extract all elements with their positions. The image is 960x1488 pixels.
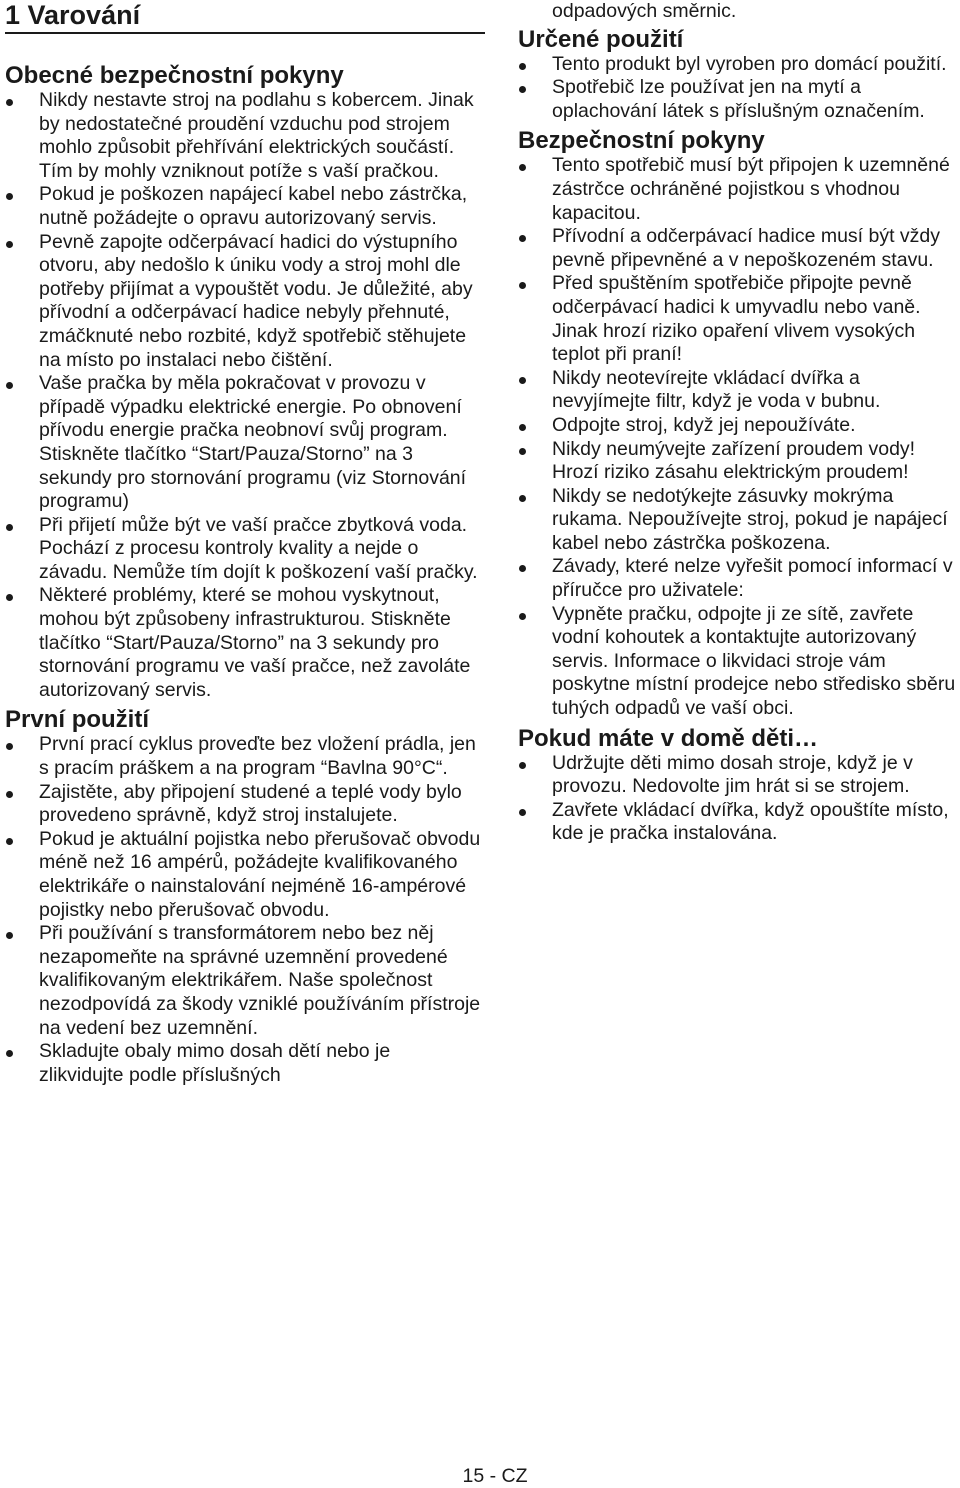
chapter-rule — [5, 32, 485, 34]
list-item: Pokud je aktuální pojistka nebo přerušovač obvodu méně než 16 ampérů, požádejte kvalifikovaného elektrikáře o nainstalování nejméně 16-ampérové pojistky nebo přerušovač obvodu. — [5, 828, 485, 922]
chapter-title: 1 Varování — [5, 0, 141, 30]
continued-text: odpadových směrnic. — [552, 0, 737, 22]
safety-list — [518, 154, 960, 720]
bullet-icon — [6, 594, 13, 601]
bullet-icon — [6, 193, 13, 200]
bullet-icon — [6, 838, 13, 845]
list-item: Při přijetí může být ve vaší pračce zbytková voda. Pochází z procesu kontroly kvality a nejde o závadu. Nemůže tím dojít k poškození vaší pračky. — [5, 514, 485, 585]
list-item: Spotřebič lze používat jen na mytí a oplachování látek s příslušným označením. — [518, 76, 960, 123]
bullet-icon — [519, 424, 526, 431]
left-column — [5, 0, 485, 1087]
first-use-list — [5, 733, 485, 1087]
bullet-icon — [6, 1050, 13, 1057]
bullet-icon — [519, 495, 526, 502]
list-item: Pokud je poškozen napájecí kabel nebo zástrčka, nutně požádejte o opravu autorizovaný servis. — [5, 183, 485, 230]
bullet-icon — [519, 235, 526, 242]
list-item: Odpojte stroj, když jej nepoužíváte. — [518, 414, 960, 438]
bullet-icon — [519, 86, 526, 93]
list-item: Zavřete vkládací dvířka, když opouštíte místo, kde je pračka instalována. — [518, 799, 960, 846]
bullet-icon — [519, 613, 526, 620]
bullet-icon — [6, 99, 13, 106]
bullet-icon — [519, 448, 526, 455]
list-item: Závady, které nelze vyřešit pomocí informací v příručce pro uživatele: — [518, 555, 960, 602]
section-heading-safety: Bezpečnostní pokyny — [518, 127, 765, 155]
bullet-icon — [6, 524, 13, 531]
bullet-icon — [519, 282, 526, 289]
list-item: Nikdy se nedotýkejte zásuvky mokrýma rukama. Nepoužívejte stroj, pokud je napájecí kabel nebo zástrčka poškozena. — [518, 485, 960, 556]
section-heading-intended-use: Určené použití — [518, 25, 684, 53]
list-item: Přívodní a odčerpávací hadice musí být vždy pevně připevněné a v nepoškozeném stavu. — [518, 225, 960, 272]
section-heading-general: Obecné bezpečnostní pokyny — [5, 62, 344, 89]
bullet-icon — [6, 382, 13, 389]
bullet-icon — [519, 762, 526, 769]
list-item: Některé problémy, které se mohou vyskytnout, mohou být způsobeny infrastrukturou. Stiskněte tlačítko “Start/Pauza/Storno” na 3 sekundy pro stornování programu ve vaší pračce, než zavoláte autorizovaný servis. — [5, 584, 485, 702]
bullet-icon — [6, 932, 13, 939]
right-column — [518, 0, 960, 846]
list-item: Nikdy neumývejte zařízení proudem vody! Hrozí riziko zásahu elektrickým proudem! — [518, 438, 960, 485]
bullet-icon — [519, 63, 526, 70]
list-item: Nikdy nestavte stroj na podlahu s kobercem. Jinak by nedostatečné proudění vzduchu pod strojem mohlo způsobit přehřívání elektrických součástí. Tím by mohly vzniknout potíže s vaší pračkou. — [5, 89, 485, 183]
intended-use-list — [518, 53, 960, 124]
list-item: Vypněte pračku, odpojte ji ze sítě, zavřete vodní kohoutek a kontaktujte autorizovaný servis. Informace o likvidaci stroje vám poskytne místní prodejce nebo středisko sběru tuhých odpadů ve vaší obci. — [518, 603, 960, 721]
section-heading-children: Pokud máte v domě děti… — [518, 724, 819, 752]
list-item: Nikdy neotevírejte vkládací dvířka a nevyjímejte filtr, když je voda v bubnu. — [518, 367, 960, 414]
bullet-icon — [6, 241, 13, 248]
bullet-icon — [519, 809, 526, 816]
list-item: Skladujte obaly mimo dosah dětí nebo je zlikvidujte podle příslušných — [5, 1040, 419, 1087]
children-list — [518, 752, 960, 846]
section-heading-first-use: První použití — [5, 706, 149, 734]
bullet-icon — [519, 377, 526, 384]
list-item: První prací cyklus proveďte bez vložení prádla, jen s pracím práškem a na program “Bavlna 90°C“. — [5, 733, 485, 780]
list-item: Udržujte děti mimo dosah stroje, když je v provozu. Nedovolte jim hrát si se strojem. — [518, 752, 960, 799]
bullet-icon — [6, 791, 13, 798]
bullet-icon — [519, 164, 526, 171]
general-safety-list — [5, 89, 485, 702]
list-item: Vaše pračka by měla pokračovat v provozu v případě výpadku elektrické energie. Po obnovení přívodu energie pračka neobnoví svůj program. Stiskněte tlačítko “Start/Pauza/Storno” na 3 sekundy pro stornování programu (viz Stornování programu) — [5, 372, 485, 514]
page-number: 15 - CZ — [462, 1465, 528, 1487]
list-item: Tento spotřebič musí být připojen k uzemněné zástrčce ochráněné pojistkou s vhodnou kapacitou. — [518, 154, 960, 225]
list-item: Pevně zapojte odčerpávací hadici do výstupního otvoru, aby nedošlo k úniku vody a stroj mohl dle potřeby přijímat a vypouštět vodu. Je důležité, aby přívodní a odčerpávací hadice nebyly přehnuté, zmáčknuté nebo rozbité, když spotřebič stěhujete na místo po instalaci nebo čištění. — [5, 231, 485, 373]
list-item: Před spuštěním spotřebiče připojte pevně odčerpávací hadici k umyvadlu nebo vaně. Jinak hrozí riziko opaření vlivem vysokých teplot při praní! — [518, 272, 960, 366]
bullet-icon — [6, 743, 13, 750]
list-item: Tento produkt byl vyroben pro domácí použití. — [518, 53, 960, 77]
list-item: Zajistěte, aby připojení studené a teplé vody bylo provedeno správně, když stroj instalujete. — [5, 781, 485, 828]
bullet-icon — [519, 565, 526, 572]
list-item: Při používání s transformátorem nebo bez něj nezapomeňte na správné uzemnění provedené kvalifikovaným elektrikářem. Naše společnost nezodpovídá za škody vzniklé používáním přístroje na vedení bez uzemnění. — [5, 922, 485, 1040]
